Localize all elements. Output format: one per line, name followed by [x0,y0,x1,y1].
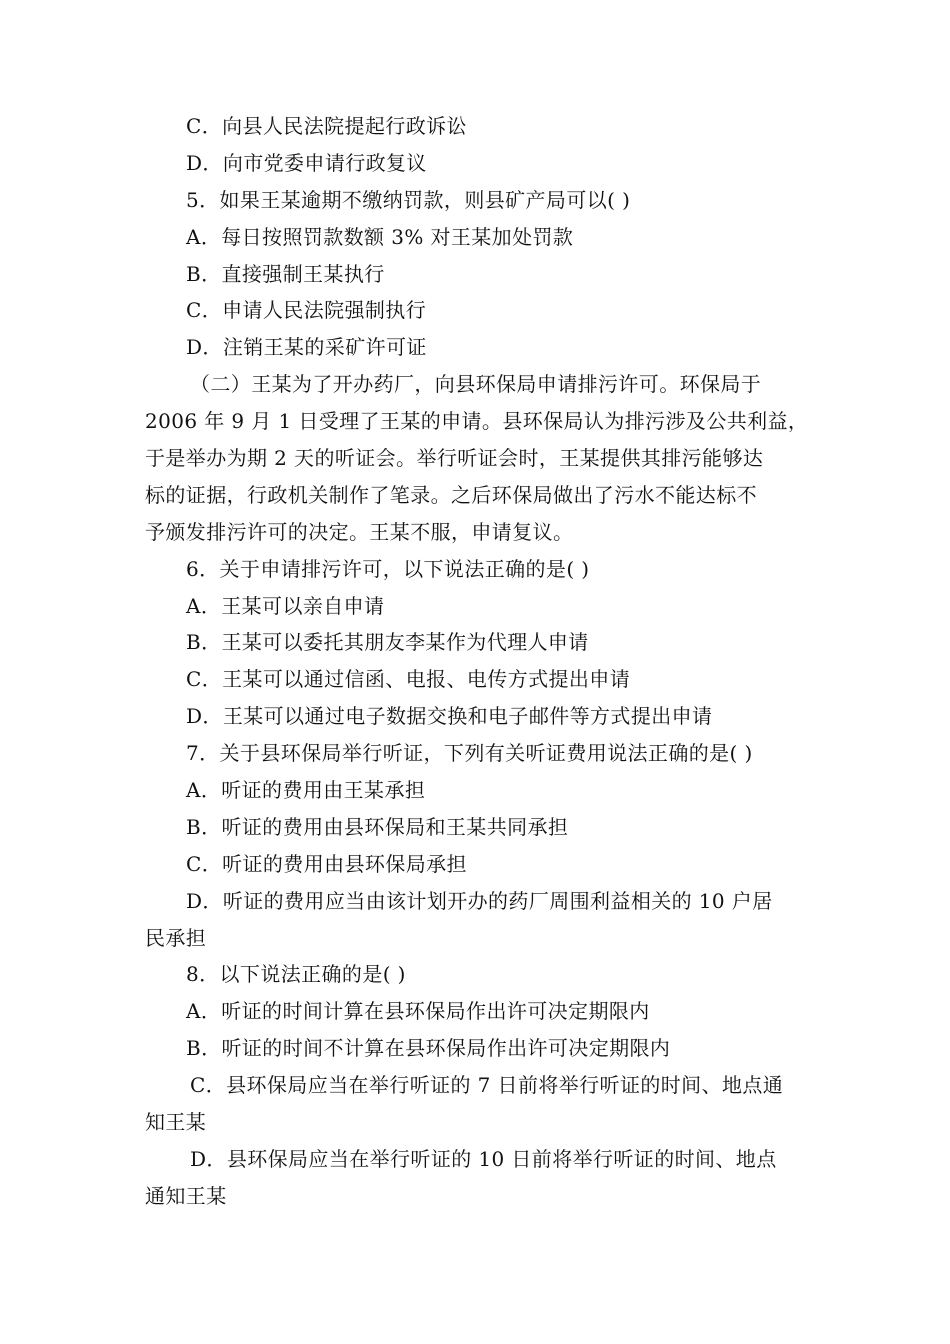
question-6: 6．关于申请排污许可，以下说法正确的是( ) [186,556,590,581]
question-8-option-c-line-2: 知王某 [145,1110,207,1135]
case-2-paragraph-line-2: 2006 年 9 月 1 日受理了王某的申请。县环保局认为排污涉及公共利益， [145,409,809,434]
case-2-paragraph-line-3: 于是举办为期 2 天的听证会。举行听证会时，王某提供其排污能够达 [145,446,764,471]
question-5: 5．如果王某逾期不缴纳罚款，则县矿产局可以( ) [186,187,631,212]
question-6-option-a: A．王某可以亲自申请 [186,593,385,618]
question-8-option-d-line-2: 通知王某 [145,1183,227,1208]
question-5-option-a: A．每日按照罚款数额 3% 对王某加处罚款 [186,224,574,249]
question-6-option-b: B．王某可以委托其朋友李某作为代理人申请 [186,630,589,655]
option-5c-prev-c: C．向县人民法院提起行政诉讼 [186,114,467,138]
question-6-option-c: C．王某可以通过信函、电报、电传方式提出申请 [186,667,631,692]
case-2-paragraph-line-4: 标的证据，行政机关制作了笔录。之后环保局做出了污水不能达标不 [145,482,757,507]
question-8-option-b: B．听证的时间不计算在县环保局作出许可决定期限内 [186,1036,671,1061]
question-7-option-d-line-2: 民承担 [145,925,207,950]
question-8-option-a: A．听证的时间计算在县环保局作出许可决定期限内 [186,999,650,1024]
question-6-option-d: D．王某可以通过电子数据交换和电子邮件等方式提出申请 [186,704,713,729]
question-7-option-c: C．听证的费用由县环保局承担 [186,851,467,876]
option-prev-d: D．向市党委申请行政复议 [186,150,427,175]
question-5-option-d: D．注销王某的采矿许可证 [186,335,427,360]
question-8-option-d-line-1: D．县环保局应当在举行听证的 10 日前将举行听证的时间、地点 [190,1146,777,1171]
text-body [0,108,950,1215]
case-2-paragraph-line-5: 予颁发排污许可的决定。王某不服，申请复议。 [145,519,574,544]
question-5-option-c: C．申请人民法院强制执行 [186,298,427,323]
question-5-option-b: B．直接强制王某执行 [186,261,385,286]
case-2-paragraph-line-1: （二）王某为了开办药厂，向县环保局申请排污许可。环保局于 [190,372,762,397]
question-7-option-a: A．听证的费用由王某承担 [186,778,426,803]
question-8-option-c-line-1: C．县环保局应当在举行听证的 7 日前将举行听证的时间、地点通 [190,1073,784,1098]
question-7: 7．关于县环保局举行听证，下列有关听证费用说法正确的是( ) [186,741,753,766]
question-7-option-d-line-1: D．听证的费用应当由该计划开办的药厂周围利益相关的 10 户居 [186,888,773,913]
question-7-option-b: B．听证的费用由县环保局和王某共同承担 [186,814,569,839]
question-8: 8．以下说法正确的是( ) [186,962,406,987]
